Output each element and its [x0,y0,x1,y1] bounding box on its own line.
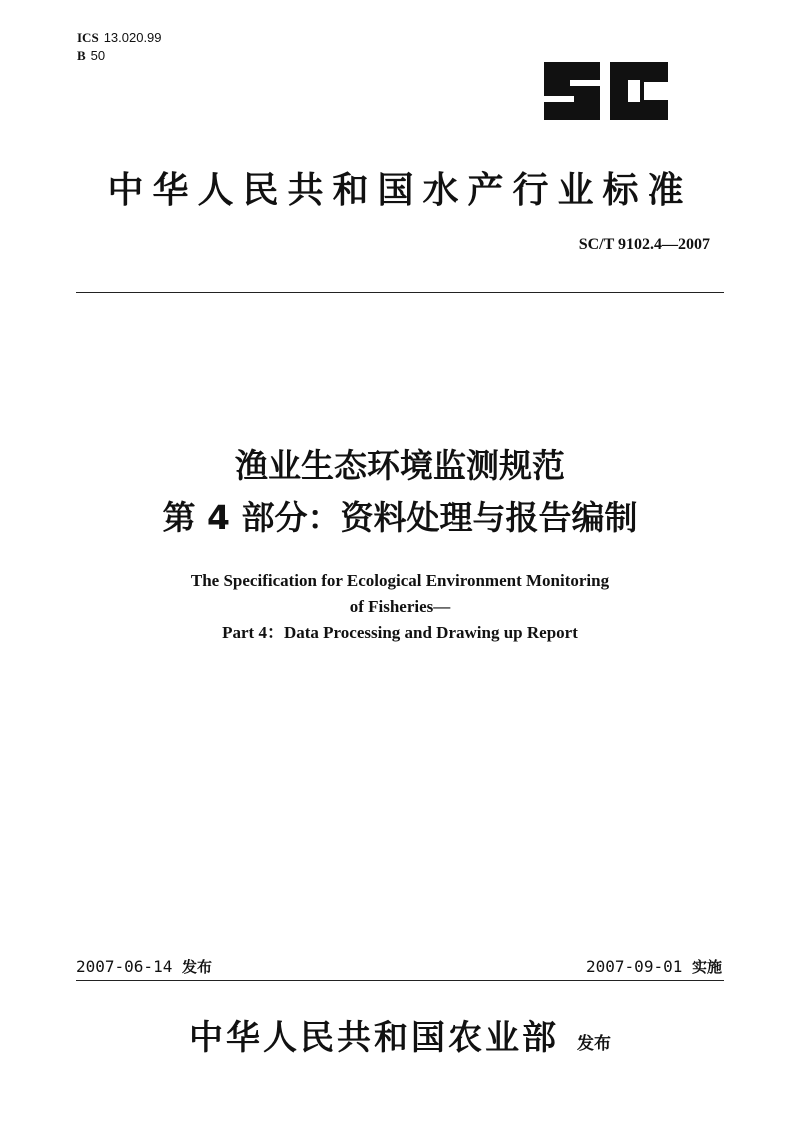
sc-logo [540,60,672,122]
ccs-label: B [77,48,86,63]
logo-letter-s [544,62,600,120]
top-divider [76,292,724,293]
issuer [0,1010,800,1059]
issuer-name: 中华人民共和国农业部 [189,1018,559,1058]
effective-date [586,956,722,977]
ics-value: 13.020.99 [103,30,162,45]
ccs-code [77,48,105,64]
title-cn-line2: 第 4 部分：资料处理与报告编制 [162,498,638,537]
sc-logo-mark [540,60,672,122]
issue-date-value: 2007-06-14 [76,957,173,976]
issue-date-label: 发布 [181,958,212,976]
title-en-line2: of Fisheries— [349,597,451,616]
issuer-action: 发布 [577,1034,611,1054]
effective-date-value: 2007-09-01 [586,957,683,976]
effective-date-label: 实施 [691,958,722,976]
ics-code [77,30,162,46]
standard-category: 中华人民共和国水产行业标准 [107,170,693,211]
ccs-value: 50 [90,48,106,63]
title-en-line3: Part 4：Data Processing and Drawing up Report [222,623,578,642]
issue-date [76,956,212,977]
bottom-divider [76,980,724,981]
ics-label: ICS [77,30,99,45]
standard-number: SC/T 9102.4—2007 [578,236,710,253]
title-cn-line1: 渔业生态环境监测规范 [235,446,565,485]
title-en-line1: The Specification for Ecological Environment Monitoring [190,571,610,590]
logo-letter-c [610,62,668,120]
